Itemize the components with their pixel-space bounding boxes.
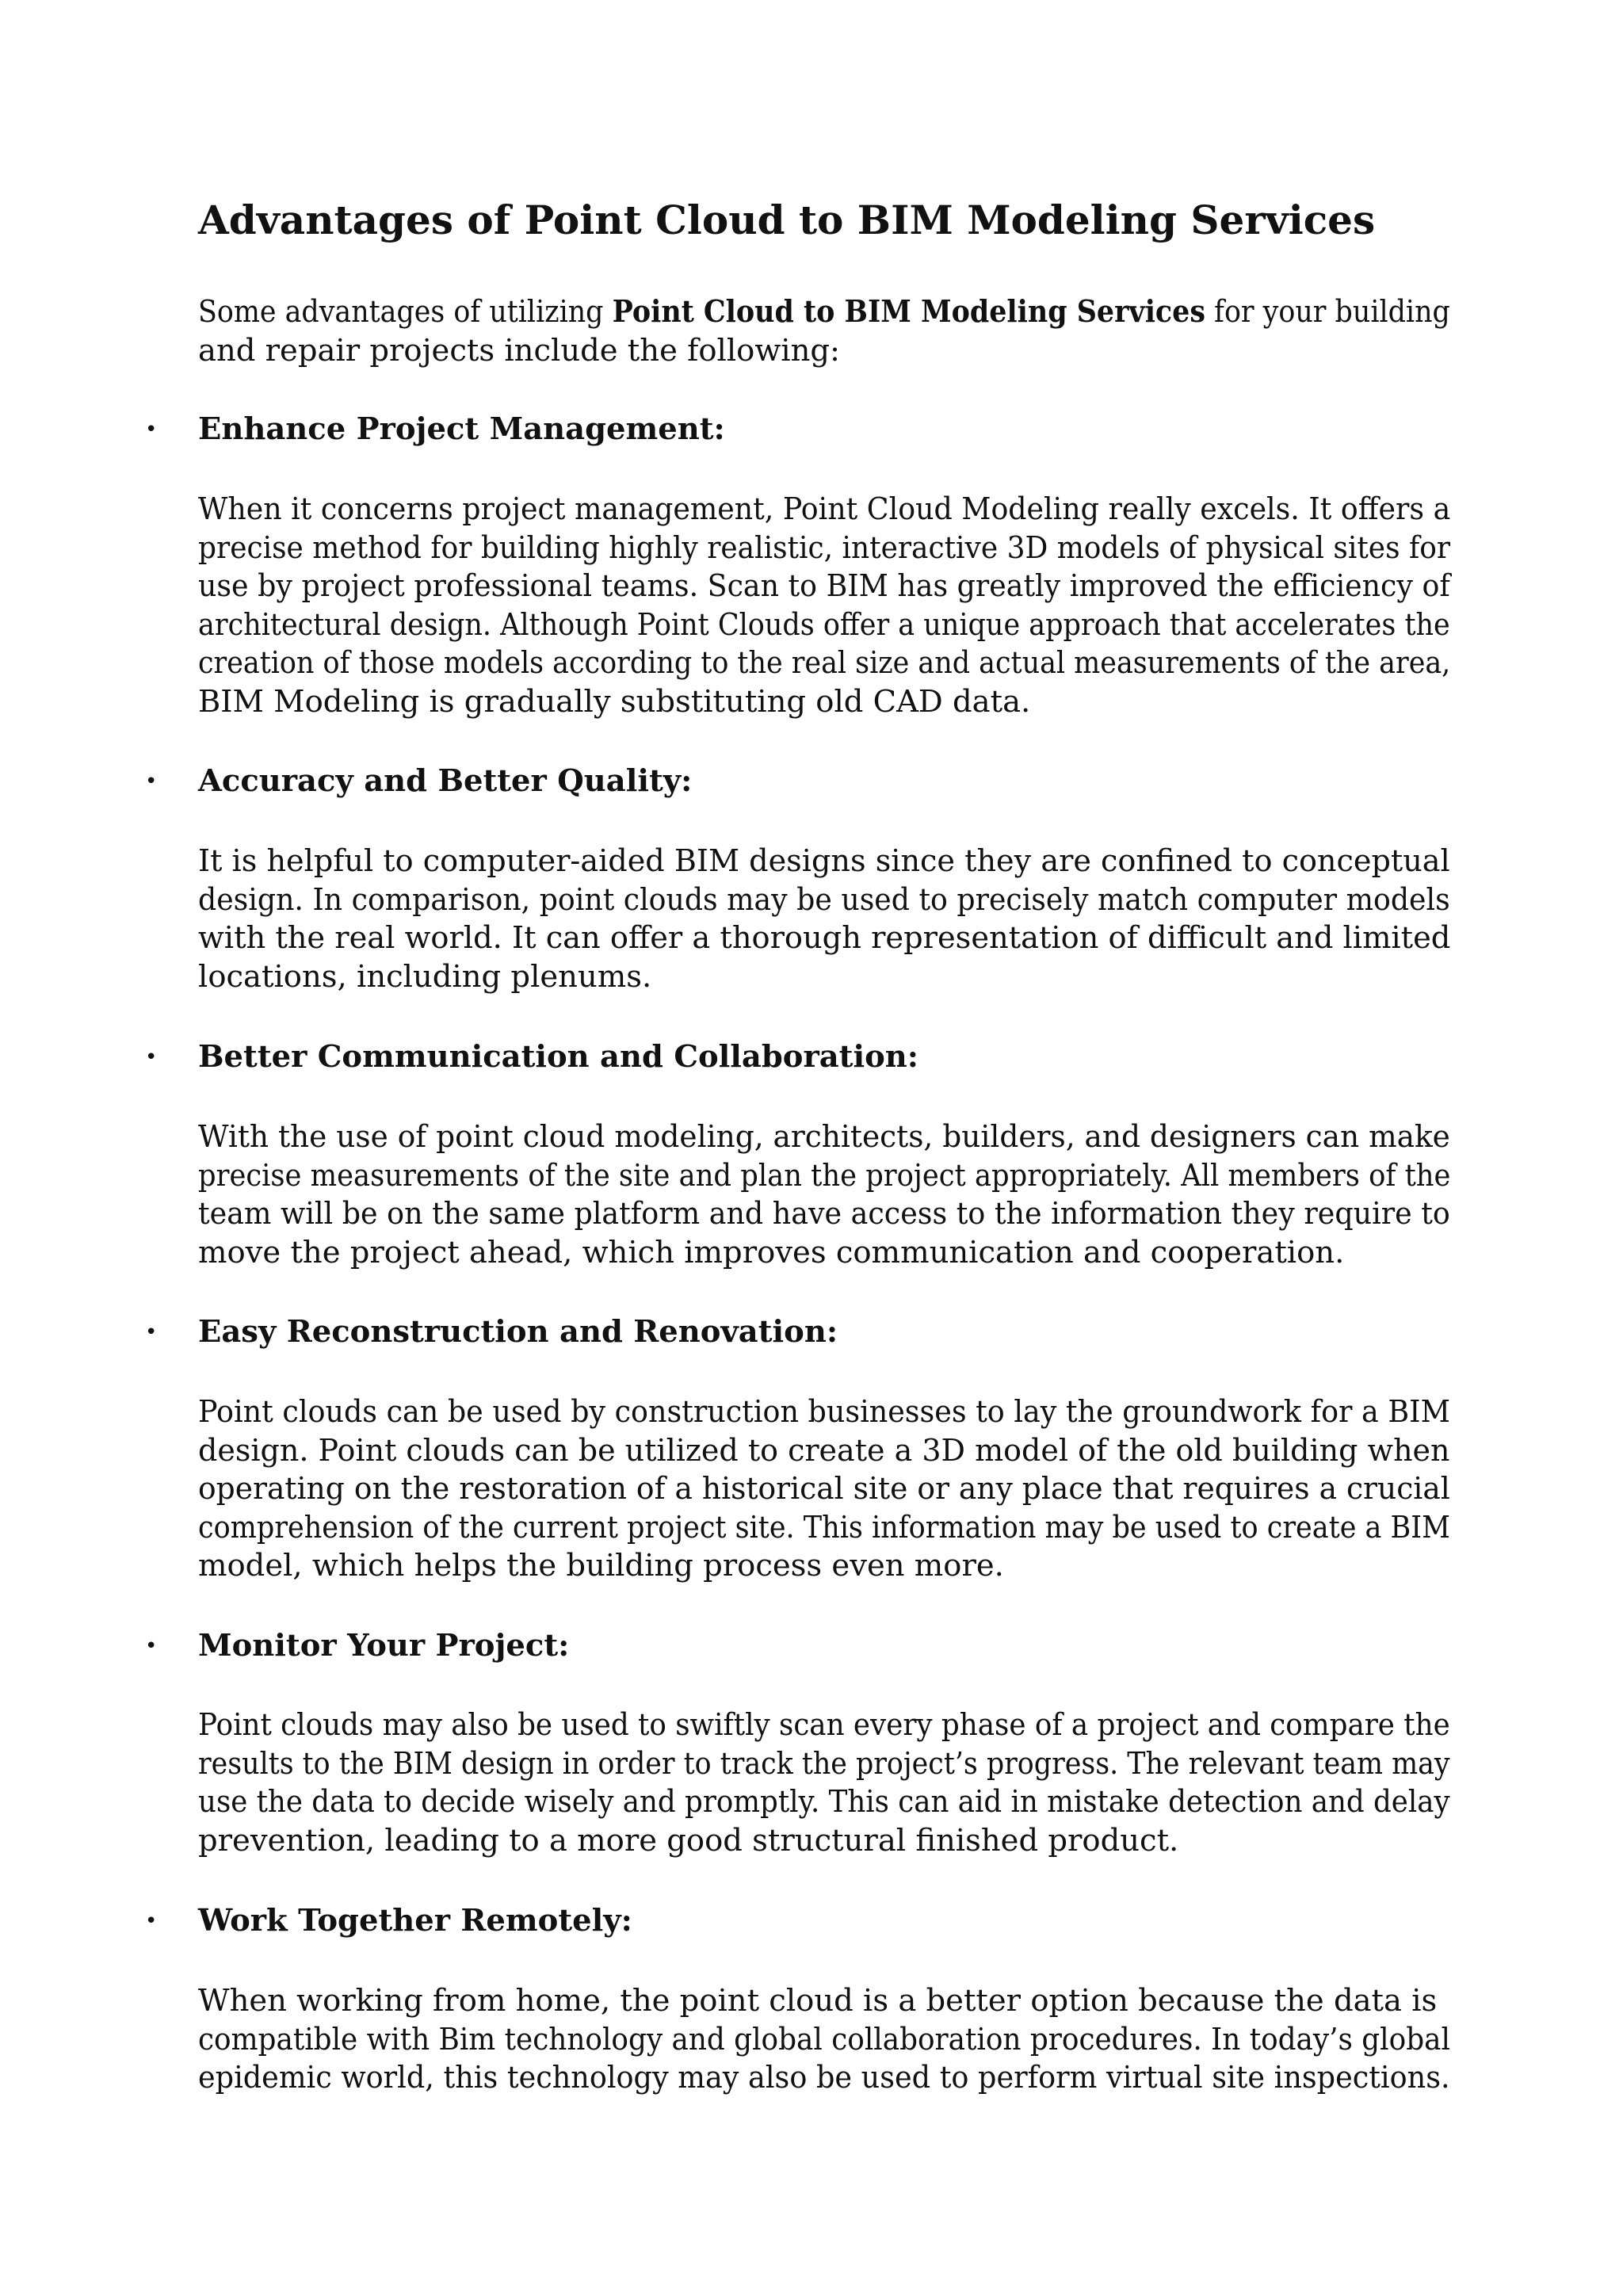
body-line: When it concerns project management, Point Cloud Modeling really excels. It offers a: [198, 491, 1451, 527]
body-line: Point clouds may also be used to swiftly scan every phase of a project and compare the: [198, 1707, 1450, 1743]
bullet-point: •: [145, 1909, 158, 1933]
body-line: With the use of point cloud modeling, architects, builders, and designers can make: [198, 1119, 1450, 1155]
body-line: creation of those models according to the real size and actual measurements of the area,: [198, 645, 1451, 682]
section-heading-label: Accuracy and Better Quality:: [198, 763, 693, 799]
body-line: locations, including plenums.: [198, 958, 652, 995]
body-line: epidemic world, this technology may also be used to perform virtual site inspections.: [198, 2060, 1450, 2096]
section-heading-accuracy-and-better-quality: [145, 762, 693, 800]
section-body-better-communication-and-collaboration: [198, 1118, 1450, 1272]
section-body-enhance-project-management: [198, 491, 1450, 722]
section-body-work-together-remotely: [198, 1982, 1450, 2098]
section-heading-work-together-remotely: [145, 1902, 632, 1940]
section-heading-better-communication-and-collaboration: [145, 1038, 918, 1076]
body-line: When working from home, the point cloud is a better option because the data is: [198, 1983, 1438, 2019]
intro-paragraph: [198, 293, 1450, 370]
section-body-monitor-your-project: [198, 1706, 1450, 1860]
body-line: BIM Modeling is gradually substituting old CAD data.: [198, 683, 1031, 720]
body-line: It is helpful to computer-aided BIM designs since they are confined to conceptual: [198, 843, 1450, 879]
section-heading-label: Easy Reconstruction and Renovation:: [198, 1314, 838, 1350]
body-line: precise method for building highly realistic, interactive 3D models of physical sites for: [198, 529, 1451, 566]
section-heading-label: Work Together Remotely:: [198, 1903, 632, 1939]
bullet-point: •: [145, 1320, 158, 1344]
intro-line-2: and repair projects include the following:: [198, 332, 841, 369]
intro-line-1: Some advantages of utilizing Point Cloud to BIM Modeling Services for your building: [198, 294, 1450, 330]
section-heading-label: Better Communication and Collaboration:: [198, 1039, 918, 1075]
section-heading-enhance-project-management: [145, 411, 725, 449]
body-line: use the data to decide wisely and promptly. This can aid in mistake detection and delay: [198, 1784, 1450, 1820]
body-line: prevention, leading to a more good structural finished product.: [198, 1822, 1179, 1859]
body-line: architectural design. Although Point Clouds offer a unique approach that accelerates the: [198, 606, 1450, 643]
body-line: model, which helps the building process even more.: [198, 1548, 1004, 1584]
section-heading-monitor-your-project: [145, 1627, 570, 1665]
intro-bold-term: Point Cloud to BIM Modeling Services: [612, 294, 1205, 330]
section-heading-label: Enhance Project Management:: [198, 411, 725, 447]
body-line: with the real world. It can offer a thorough representation of difficult and limited: [198, 920, 1451, 957]
bullet-point: •: [145, 1634, 158, 1658]
bullet-point: •: [145, 418, 158, 441]
body-line: comprehension of the current project site. This information may be used to create a BIM: [198, 1509, 1450, 1545]
section-body-accuracy-and-better-quality: [198, 842, 1450, 996]
body-line: design. In comparison, point clouds may be used to precisely match computer models: [198, 881, 1450, 918]
body-line: operating on the restoration of a historical site or any place that requires a crucial: [198, 1471, 1450, 1507]
body-line: precise measurements of the site and plan the project appropriately. All members of the: [198, 1157, 1451, 1194]
body-line: design. Point clouds can be utilized to create a 3D model of the old building when: [198, 1432, 1450, 1469]
section-body-easy-reconstruction-and-renovation: [198, 1393, 1450, 1586]
section-heading-label: Monitor Your Project:: [198, 1628, 570, 1664]
body-line: move the project ahead, which improves communication and cooperation.: [198, 1234, 1345, 1270]
body-line: team will be on the same platform and have access to the information they require to: [198, 1196, 1450, 1232]
body-line: compatible with Bim technology and global collaboration procedures. In today’s global: [198, 2021, 1450, 2057]
bullet-point: •: [145, 770, 158, 793]
page-title: Advantages of Point Cloud to BIM Modeling Services: [198, 197, 1376, 243]
bullet-point: •: [145, 1045, 158, 1069]
section-heading-easy-reconstruction-and-renovation: [145, 1313, 838, 1351]
body-line: results to the BIM design in order to track the project’s progress. The relevant team may: [198, 1745, 1450, 1782]
body-line: Point clouds can be used by construction businesses to lay the groundwork for a BIM: [198, 1394, 1450, 1430]
body-line: use by project professional teams. Scan to BIM has greatly improved the efficiency of: [198, 568, 1450, 605]
